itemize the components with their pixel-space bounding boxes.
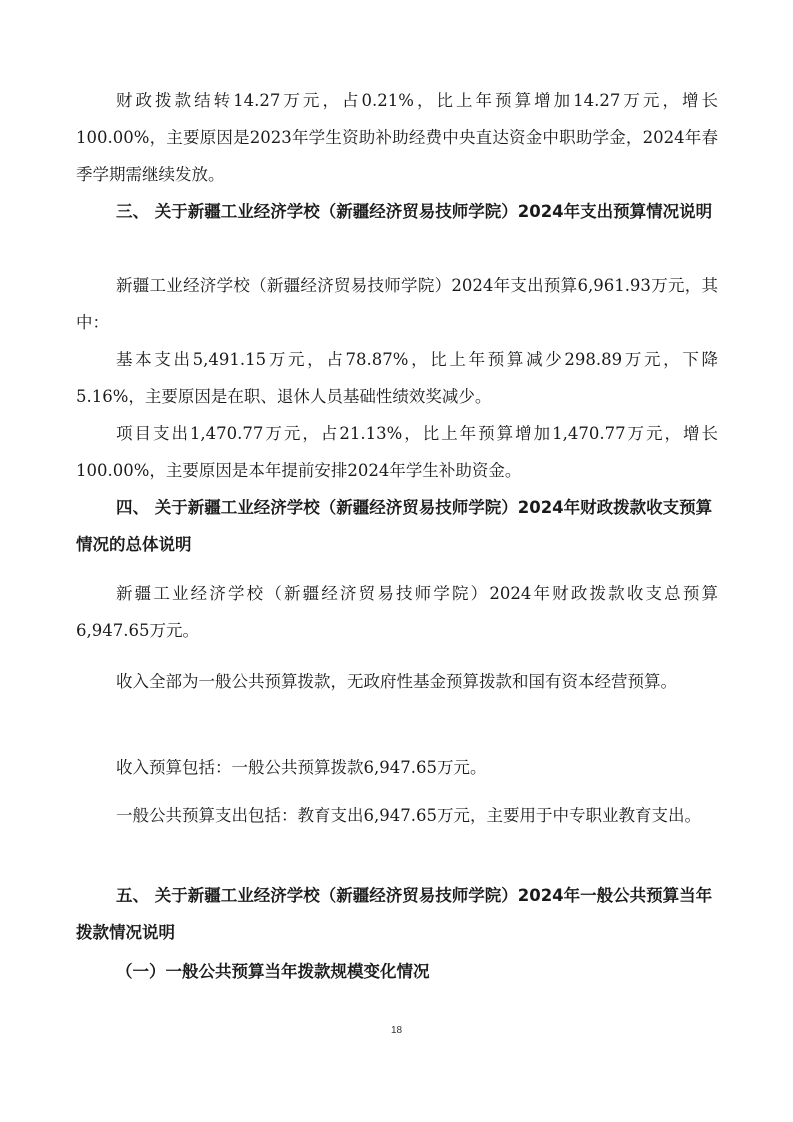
paragraph-section-4-expense-detail: 一般公共预算支出包括：教育支出6,947.65万元，主要用于中专职业教育支出。 bbox=[116, 806, 701, 825]
paragraph-section-3-total: 新疆工业经济学校（新疆经济贸易技师学院）2024年支出预算6,961.93万元，其中： bbox=[76, 276, 718, 332]
paragraph-section-4-income-detail: 收入预算包括：一般公共预算拨款6,947.65万元。 bbox=[116, 758, 487, 777]
paragraph-section-4-total: 新疆工业经济学校（新疆经济贸易技师学院）2024年财政拨款收支总预算6,947.65万元。 bbox=[76, 584, 718, 640]
page-number: 18 bbox=[390, 1025, 403, 1036]
paragraph-section-4-income-all: 收入全部为一般公共预算拨款，无政府性基金预算拨款和国有资本经营预算。 bbox=[116, 672, 677, 691]
section-4-heading: 四、 关于新疆工业经济学校（新疆经济贸易技师学院）2024年财政拨款收支预算情况的总体说明 bbox=[76, 498, 713, 554]
section-3-heading: 三、 关于新疆工业经济学校（新疆经济贸易技师学院）2024年支出预算情况说明 bbox=[116, 202, 713, 221]
paragraph-carryover: 财政拨款结转14.27万元，占0.21%，比上年预算增加14.27万元，增长100.00%，主要原因是2023年学生资助补助经费中央直达资金中职助学金，2024年春季学期需继续发放。 bbox=[76, 91, 718, 184]
section-5-heading: 五、 关于新疆工业经济学校（新疆经济贸易技师学院）2024年一般公共预算当年拨款情况说明 bbox=[76, 886, 713, 942]
paragraph-section-3-basic: 基本支出5,491.15万元，占78.87%，比上年预算减少298.89万元，下降5.16%，主要原因是在职、退休人员基础性绩效奖减少。 bbox=[76, 350, 718, 406]
section-5-subheading-1: （一）一般公共预算当年拨款规模变化情况 bbox=[116, 962, 430, 981]
paragraph-section-3-project: 项目支出1,470.77万元，占21.13%，比上年预算增加1,470.77万元，增长100.00%，主要原因是本年提前安排2024年学生补助资金。 bbox=[76, 424, 718, 480]
